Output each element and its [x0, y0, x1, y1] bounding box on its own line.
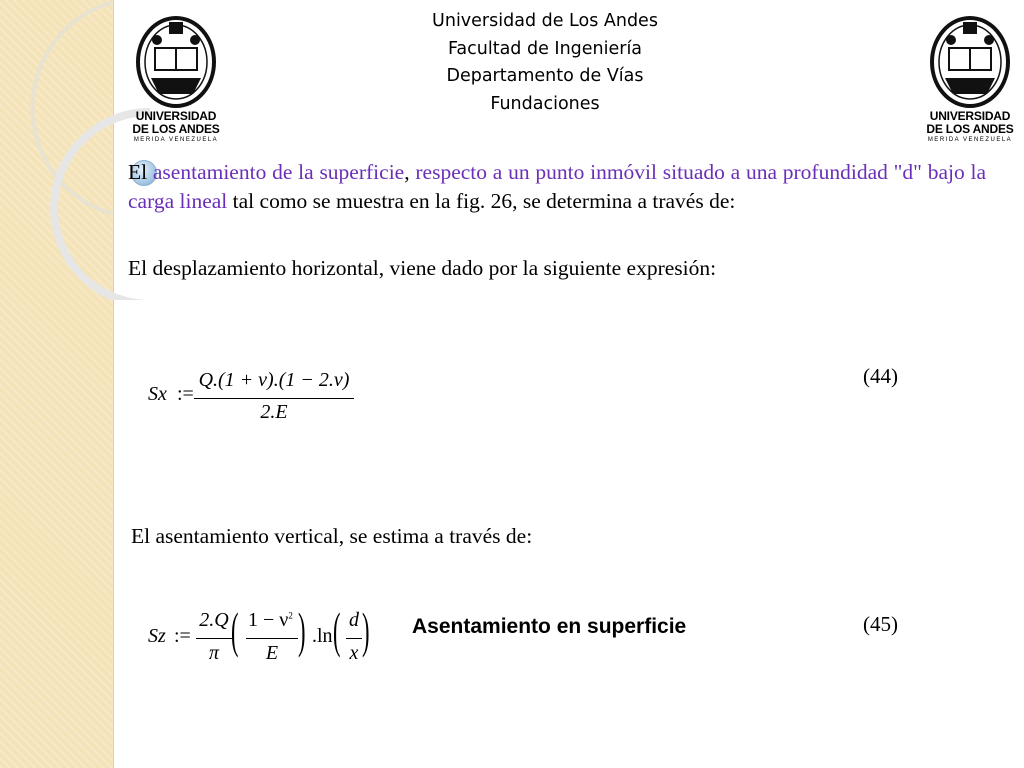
university-logo-right [922, 12, 1018, 143]
header-course: Fundaciones [490, 93, 600, 114]
right-paren-icon: ) [298, 602, 306, 658]
eq45-f1-denominator: π [208, 642, 220, 664]
highlight-term: asentamiento de la superficie [152, 160, 405, 184]
eq45-f1-numerator: 2.Q [199, 609, 229, 631]
equation-number-45: (45) [863, 612, 898, 636]
eq45-f3-denominator: x [349, 642, 359, 664]
logo-line2: DE LOS ANDES [132, 122, 220, 136]
university-seal-icon [133, 12, 219, 108]
eq44-denominator: 2.E [260, 401, 288, 423]
logo-subtitle: MERIDA VENEZUELA [927, 137, 1013, 143]
text-part: , [404, 160, 416, 184]
eq45-f1-bar [196, 638, 232, 639]
logo-subtitle: MERIDA VENEZUELA [133, 137, 219, 143]
eq45-f3-numerator: d [349, 609, 359, 631]
eq45-assign: := [174, 625, 191, 647]
eq45-lhs: Sz [148, 625, 166, 647]
eq44-lhs: Sx [148, 383, 167, 405]
equation-number-44: (44) [863, 364, 898, 388]
paragraph-vertical: El asentamiento vertical, se estima a través de: [131, 524, 533, 548]
eq44-numerator: Q.(1 + ν).(1 − 2.ν) [198, 369, 350, 391]
logo-line1: UNIVERSIDAD [135, 109, 217, 123]
logo-line2: DE LOS ANDES [926, 122, 1014, 136]
eq45-ln: .ln [312, 625, 333, 647]
header-department: Departamento de Vías [446, 66, 644, 86]
paragraph-settlement [128, 158, 986, 216]
eq45-f2-denominator: E [265, 642, 279, 664]
eq45-exponent: 2 [288, 610, 293, 621]
left-paren-icon: ( [333, 602, 341, 658]
text-part: El [128, 160, 153, 184]
equation-44 [148, 371, 368, 431]
logo-text [128, 110, 224, 136]
equation-45 [148, 602, 378, 675]
left-paren-icon: ( [231, 602, 239, 658]
page-header [360, 8, 730, 118]
header-faculty: Facultad de Ingeniería [447, 38, 643, 59]
right-paren-icon: ) [362, 602, 370, 658]
logo-text [922, 110, 1018, 136]
university-seal-icon [927, 12, 1013, 108]
highlight-term: respecto a un punto inmóvil situado a una profundidad "d" bajo la carga lineal [128, 160, 987, 213]
surface-settlement-label: Asentamiento en superficie [412, 615, 687, 638]
text-part: tal como se muestra en la fig. 26, se determina a través de: [227, 189, 736, 213]
eq45-f2-numerator [248, 609, 293, 632]
university-logo-left [128, 12, 224, 143]
header-university: Universidad de Los Andes [432, 11, 658, 31]
logo-line1: UNIVERSIDAD [929, 109, 1011, 123]
eq45-f2-num-text: 1 − ν [248, 609, 289, 631]
eq44-assign: := [177, 383, 194, 405]
eq45-f2-bar [246, 638, 298, 639]
eq44-fraction-bar [194, 398, 354, 399]
paragraph-horizontal: El desplazamiento horizontal, viene dado por la siguiente expresión: [128, 256, 717, 280]
eq45-f3-bar [346, 638, 362, 639]
